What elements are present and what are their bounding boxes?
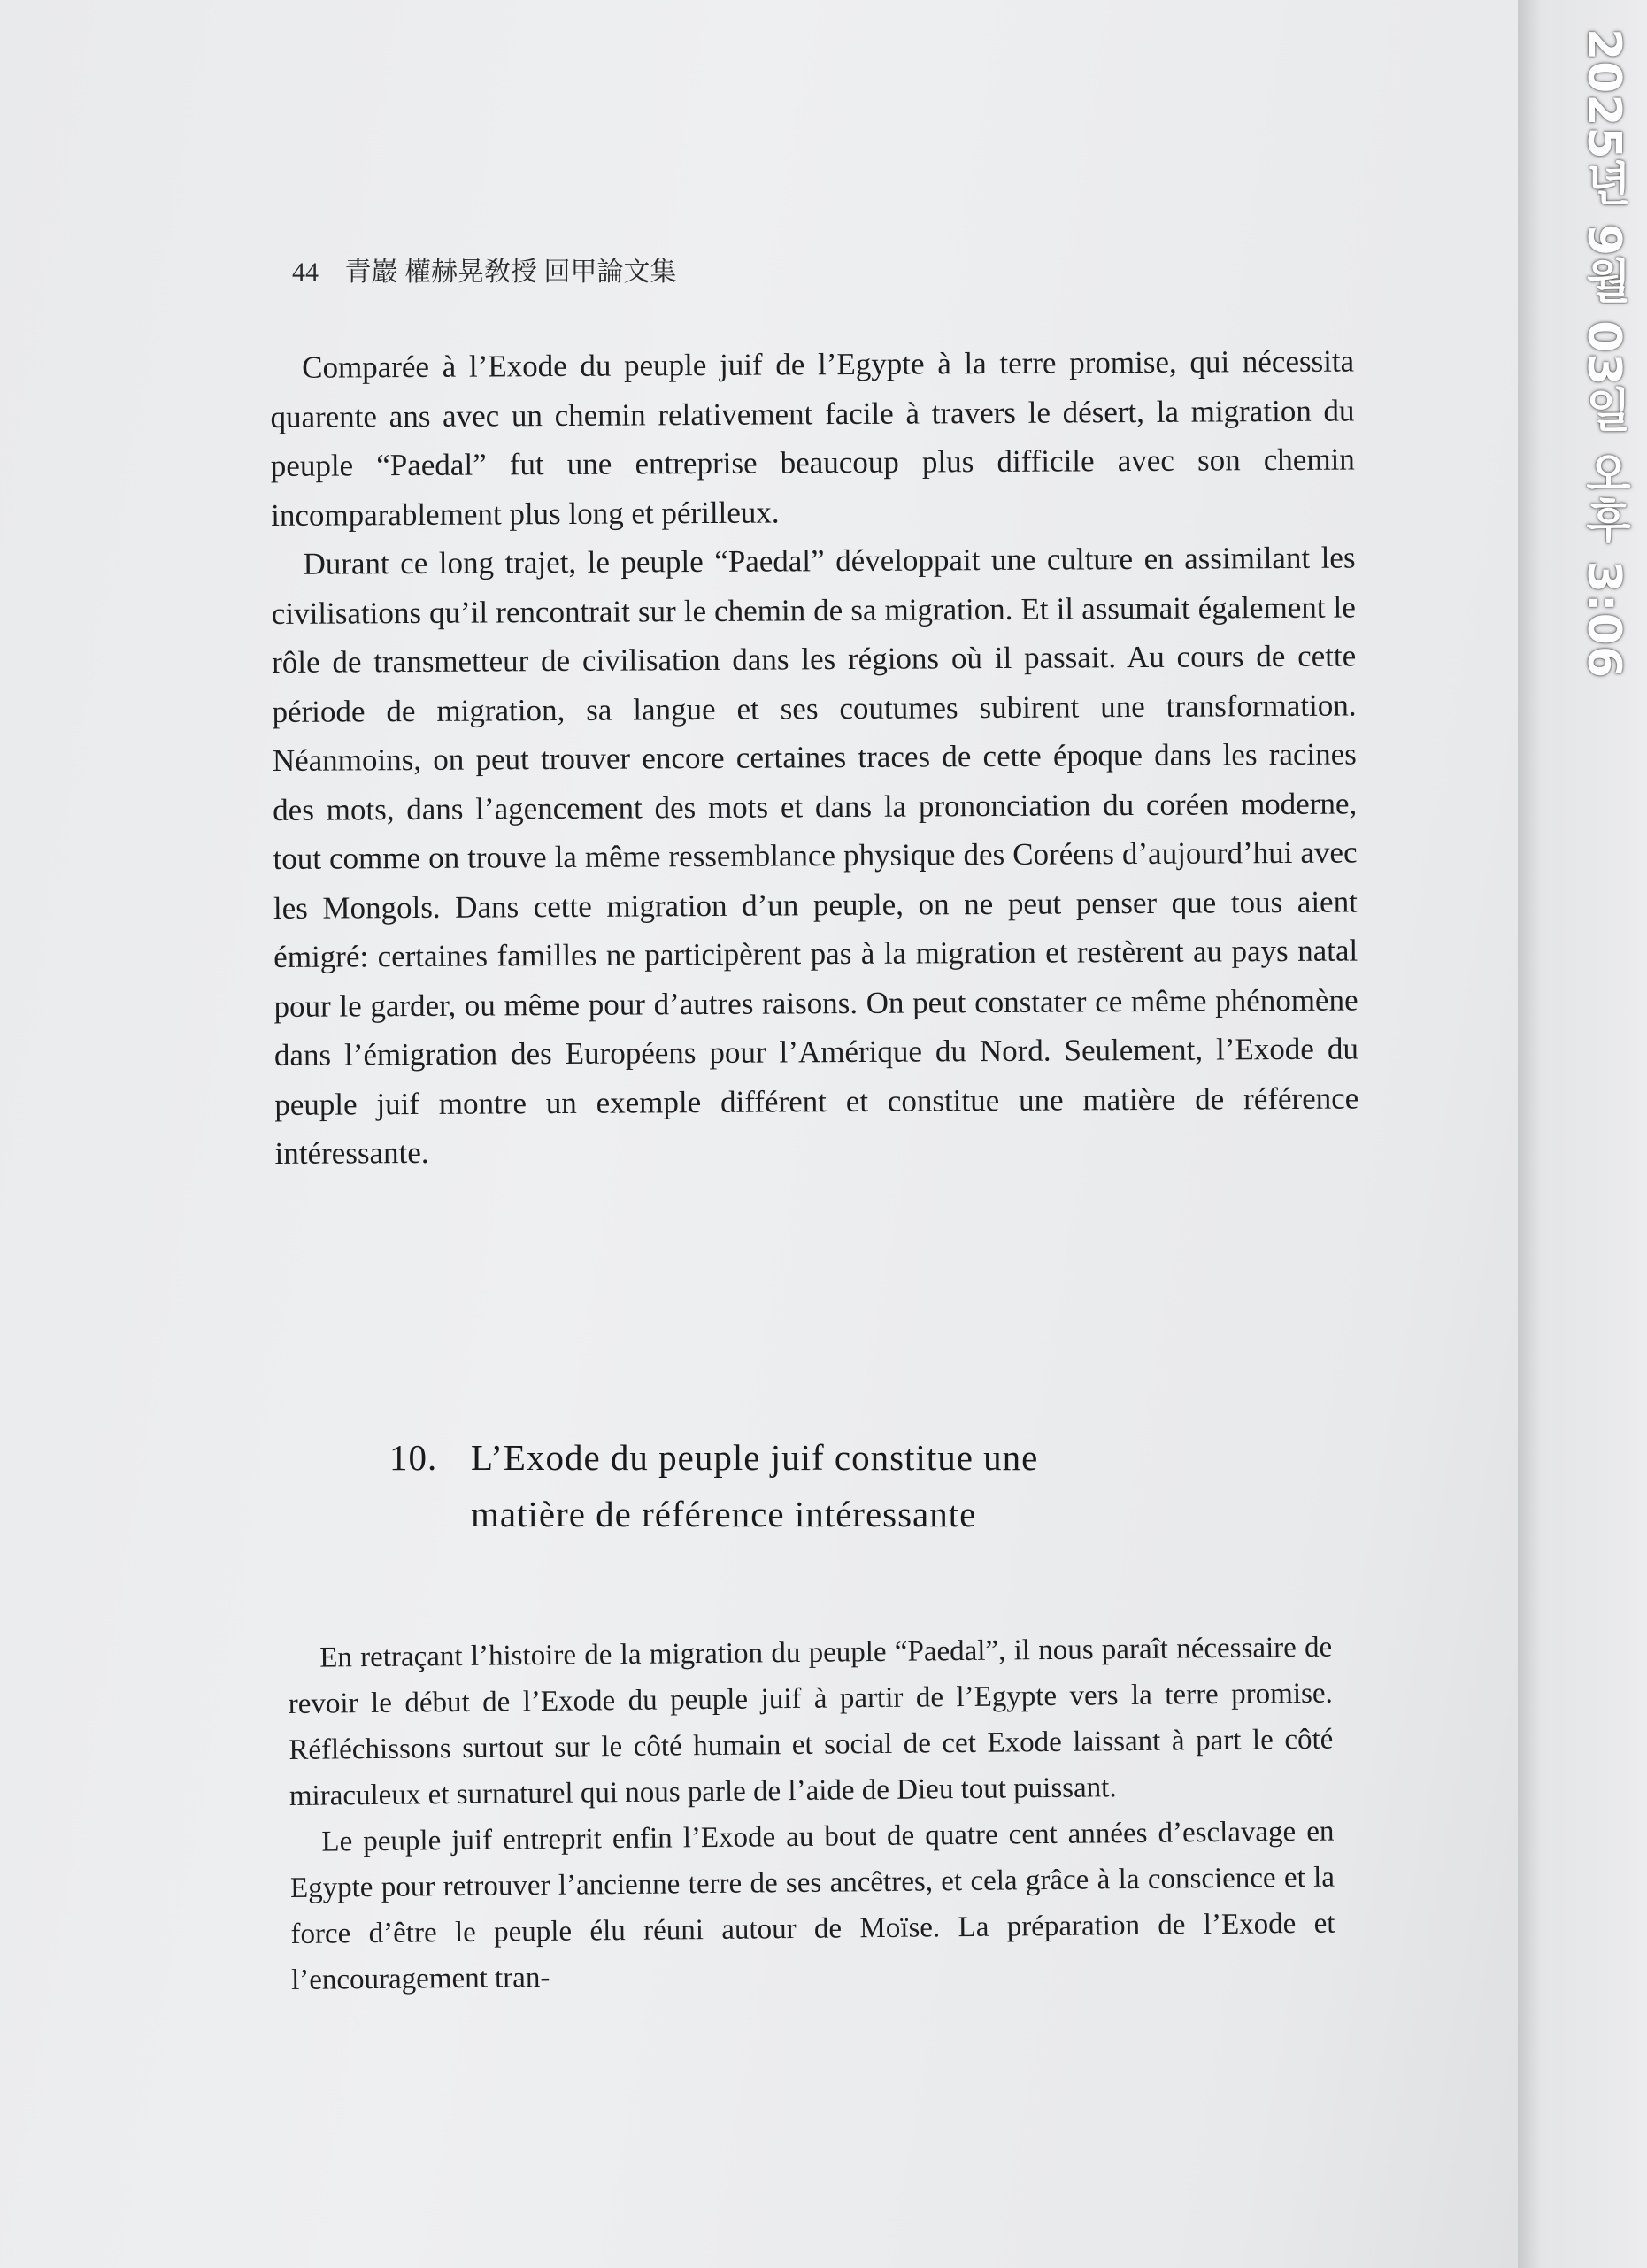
- section-heading: [389, 1429, 1328, 1542]
- section-title-line-1: L’Exode du peuple juif constitue une: [471, 1437, 1039, 1478]
- section-number: 10.: [389, 1437, 438, 1478]
- section-one-text: [270, 337, 1359, 1179]
- paragraph: En retraçant l’histoire de la migration du peuple “Paedal”, il nous paraît nécessaire de revoir le début de l’Exode du peuple juif à partir de l’Egypte vers la terre promise. Réfléchissons surtout sur le côté humain et social de cet Exode laissant à part le côté miraculeux et surnaturel qui nous parle de l’aide de Dieu tout puissant.: [288, 1631, 1334, 1812]
- paragraph: Comparée à l’Exode du peuple juif de l’Egypte à la terre promise, qui nécessita quarente ans avec un chemin relativement facile à travers le désert, la migration du peuple “Paedal” fut une entreprise beaucoup plus difficile avec son chemin incomparablement plus long et périlleux.: [270, 343, 1355, 533]
- running-header: [292, 250, 677, 288]
- paragraph: Durant ce long trajet, le peuple “Paedal” développait une culture en assimilant les civilisations qu’il rencontrait sur le chemin de sa migration. Et il assumait également le rôle de transmetteur de civilisation dans les régions où il passait. Au cours de cette période de migration, sa langue et ses coutumes subirent une transformation. Néanmoins, on peut trouver encore certaines traces de cette époque dans les racines des mots, dans l’agencement des mots et dans la prononciation du coréen moderne, tout comme on trouve la même ressemblance physique des Coréens d’aujourd’hui avec les Mongols. Dans cette migration d’un peuple, on ne peut penser que tous aient émigré: certaines familles ne participèrent pas à la migration et restèrent au pays natal pour le garder, ou même pour d’autres raisons. On peut constater ce même phénomène dans l’émigration des Européens pour l’Amérique du Nord. Seulement, l’Exode du peuple juif montre un exemple différent et constitue une matière de référence intéressante.: [271, 540, 1359, 1171]
- page-number: 44: [292, 258, 319, 287]
- section-title-line-2: matière de référence intéressante: [471, 1494, 977, 1534]
- photo-timestamp: 2025년 9월 03일 오후 3:06: [1577, 28, 1630, 680]
- section-two-text: [288, 1625, 1335, 2003]
- running-header-title: 青巖 權赫晃敎授 回甲論文集: [344, 258, 677, 287]
- paragraph: Le peuple juif entreprit enfin l’Exode au bout de quatre cent années d’esclavage en Egypte pour retrouver l’ancienne terre de ses ancêtres, et cela grâce à la conscience et la force d’être le peuple élu réuni autour de Moïse. La préparation de l’Exode et l’encouragement tran-: [289, 1815, 1335, 1996]
